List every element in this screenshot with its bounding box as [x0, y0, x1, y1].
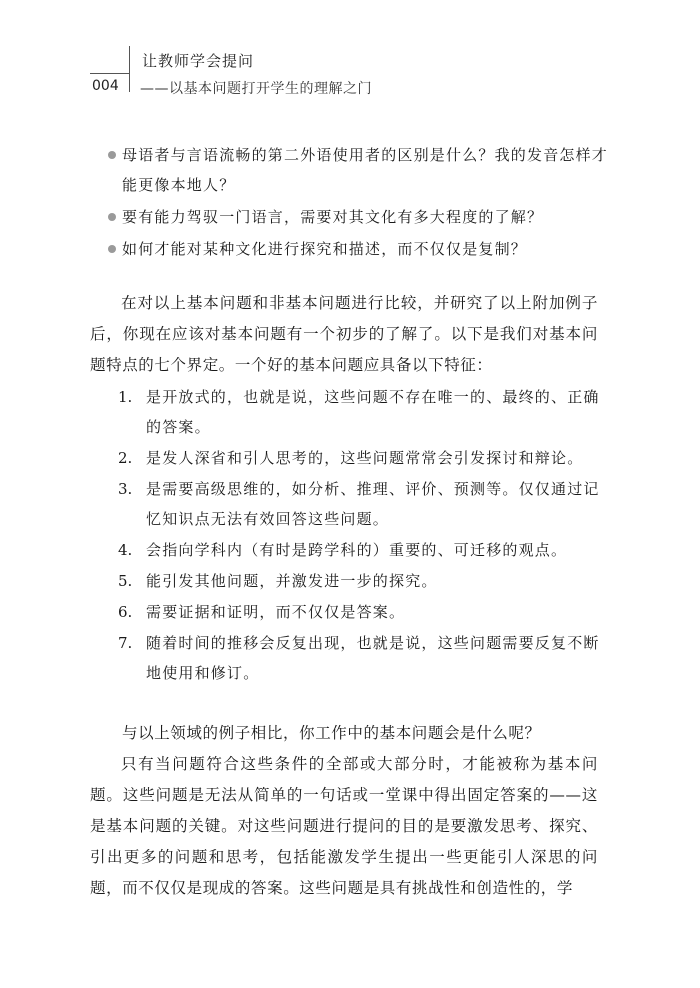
feature-item — [118, 474, 608, 534]
page-number: 004 — [92, 78, 119, 94]
feature-text: 是开放式的，也就是说，这些问题不存在唯一的、最终的、正确的答案。 — [146, 388, 600, 436]
feature-item — [118, 535, 608, 565]
bullet-text: 要有能力驾驭一门语言，需要对其文化有多大程度的了解？ — [122, 208, 544, 226]
intro-paragraph — [90, 288, 598, 381]
bullet-item — [108, 140, 608, 200]
feature-text: 需要证据和证明，而不仅仅是答案。 — [146, 603, 406, 621]
feature-number: 7. — [118, 634, 133, 652]
feature-text: 会指向学科内（有时是跨学科的）重要的、可迁移的观点。 — [146, 541, 568, 559]
feature-item — [118, 597, 608, 627]
feature-item — [118, 443, 608, 473]
closing-section — [90, 718, 598, 904]
bullet-dot-icon — [108, 151, 116, 159]
feature-number: 6. — [118, 603, 133, 621]
bullet-dot-icon — [108, 245, 116, 253]
question-line: 与以上领域的例子相比，你工作中的基本问题会是什么呢？ — [122, 724, 541, 742]
feature-number: 5. — [118, 572, 133, 590]
feature-item — [118, 382, 608, 442]
feature-item — [118, 566, 608, 596]
features-list — [118, 382, 608, 689]
feature-text: 随着时间的推移会反复出现，也就是说，这些问题需要反复不断地使用和修订。 — [146, 634, 600, 682]
feature-number: 1. — [118, 388, 133, 406]
feature-text: 是需要高级思维的，如分析、推理、评价、预测等。仅仅通过记忆知识点无法有效回答这些问题。 — [146, 480, 600, 528]
page-header — [0, 0, 700, 110]
feature-number: 3. — [118, 480, 133, 498]
header-vertical-rule — [129, 46, 130, 92]
feature-number: 2. — [118, 449, 133, 467]
closing-paragraph: 只有当问题符合这些条件的全部或大部分时，才能被称为基本问题。这些问题是无法从简单的一句话或一堂课中得出固定答案的——这是基本问题的关键。对这些问题进行提问的目的是要激发思考、探究、引出更多的问题和思考，包括能激发学生提出一些更能引人深思的问题，而不仅仅是现成的答案。这些问题是具有挑战性和创造性的，学 — [90, 755, 598, 897]
feature-text: 是发人深省和引人思考的，这些问题常常会引发探讨和辩论。 — [146, 449, 584, 467]
bullet-item — [108, 202, 608, 232]
bullet-list — [108, 140, 608, 266]
bullet-dot-icon — [108, 213, 116, 221]
bullet-text: 母语者与言语流畅的第二外语使用者的区别是什么？我的发音怎样才能更像本地人？ — [122, 146, 609, 194]
feature-number: 4. — [118, 541, 133, 559]
bullet-text: 如何才能对某种文化进行探究和描述，而不仅仅是复制？ — [122, 240, 528, 258]
feature-text: 能引发其他问题，并激发进一步的探究。 — [146, 572, 438, 590]
book-title: 让教师学会提问 — [142, 52, 255, 70]
book-subtitle: ——以基本问题打开学生的理解之门 — [140, 81, 372, 97]
feature-item — [118, 628, 608, 688]
bullet-item — [108, 234, 608, 264]
header-horizontal-rule — [90, 73, 129, 74]
intro-paragraph-text: 在对以上基本问题和非基本问题进行比较，并研究了以上附加例子后，你现在应该对基本问题有一个初步的了解了。以下是我们对基本问题特点的七个界定。一个好的基本问题应具备以下特征： — [90, 294, 598, 374]
